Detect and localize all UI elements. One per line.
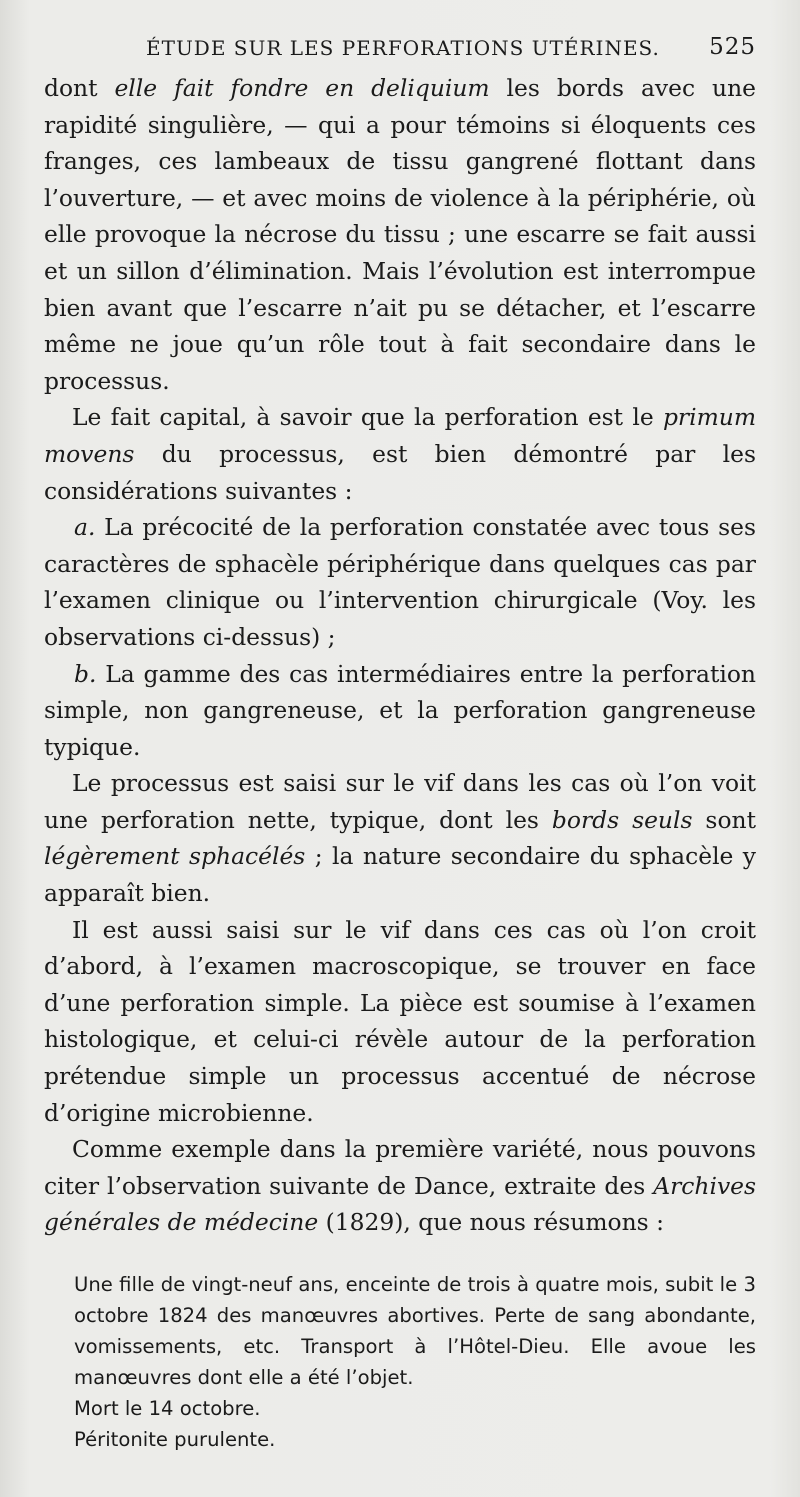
italic-phrase: légèrement sphacélés <box>44 842 306 871</box>
observation-diagnosis: Péritonite purulente. <box>74 1428 276 1451</box>
list-item-b: b. La gamme des cas intermédiaires entre la perforation simple, non gangreneuse, et la perforation gangreneuse typique. <box>44 659 756 761</box>
italic-phrase: primum movens <box>44 403 756 468</box>
paragraph-processus: Le processus est saisi sur le vif dans les cas où l’on voit une perforation nette, typique, dont les bords seuls sont légèrement sphacélés ; la nature secondaire du sphacèle y apparaît bien. <box>44 769 757 908</box>
paragraph-primum-movens: Le fait capital, à savoir que la perforation est le primum movens du processus, est bien démontré par les considérations suivantes : <box>44 403 756 505</box>
italic-phrase: bords seuls <box>551 805 693 834</box>
italic-phrase: elle fait fondre en deliquium <box>114 74 490 102</box>
italic-journal-title: Archives générales de médecine <box>44 1171 756 1237</box>
paragraph-continuation: dont elle fait fondre en deliquium les bords avec une rapidité singulière, — qui a pour témoins si éloquents ces franges, ces lambeaux de tissu gangrené flottant dans l’ouverture, — et avec moins de violence à la périphérie, où elle provoque la nécrose du tissu ; une escarre se fait aussi et un sillon d’élimination. Mais l’évolution est interrompue bien avant que l’escarre n’ait pu se détacher, et l’escarre même ne joue qu’un rôle tout à fait secondaire dans le processus. <box>44 74 756 395</box>
observation-death: Mort le 14 octobre. <box>74 1397 261 1420</box>
running-title: ÉTUDE SUR LES PERFORATIONS UTÉRINES. <box>146 36 660 60</box>
observation-block <box>44 1269 756 1455</box>
running-header <box>44 30 756 70</box>
list-item-a: a. La précocité de la perforation constatée avec tous ses caractères de sphacèle périphérique dans quelques cas par l’examen clinique ou l’intervention chirurgicale (Voy. les observations ci-dessus) ; <box>44 513 756 651</box>
observation-summary: Une fille de vingt-neuf ans, enceinte de trois à quatre mois, subit le 3 octobre 1824 des manœuvres abortives. Perte de sang abondante, vomissements, etc. Transport à l’Hôtel-Dieu. Elle avoue les manœuvres dont elle a été l’objet. <box>74 1273 756 1389</box>
paragraph-exemple: Comme exemple dans la première variété, nous pouvons citer l’observation suivante de Dance, extraite des Archives générales de médecine (1829), que nous résumons : <box>44 1135 756 1237</box>
body-text <box>44 70 756 1241</box>
page-number: 525 <box>709 34 756 60</box>
item-marker: a. <box>74 513 96 542</box>
item-marker: b. <box>74 659 97 688</box>
paragraph-histologie: Il est aussi saisi sur le vif dans ces cas où l’on croit d’abord, à l’examen macroscopique, se trouver en face d’une perforation simple. La pièce est soumise à l’examen histologique, et celui-ci révèle autour de la perforation prétendue simple un processus accentué de nécrose d’origine microbienne. <box>44 915 756 1127</box>
